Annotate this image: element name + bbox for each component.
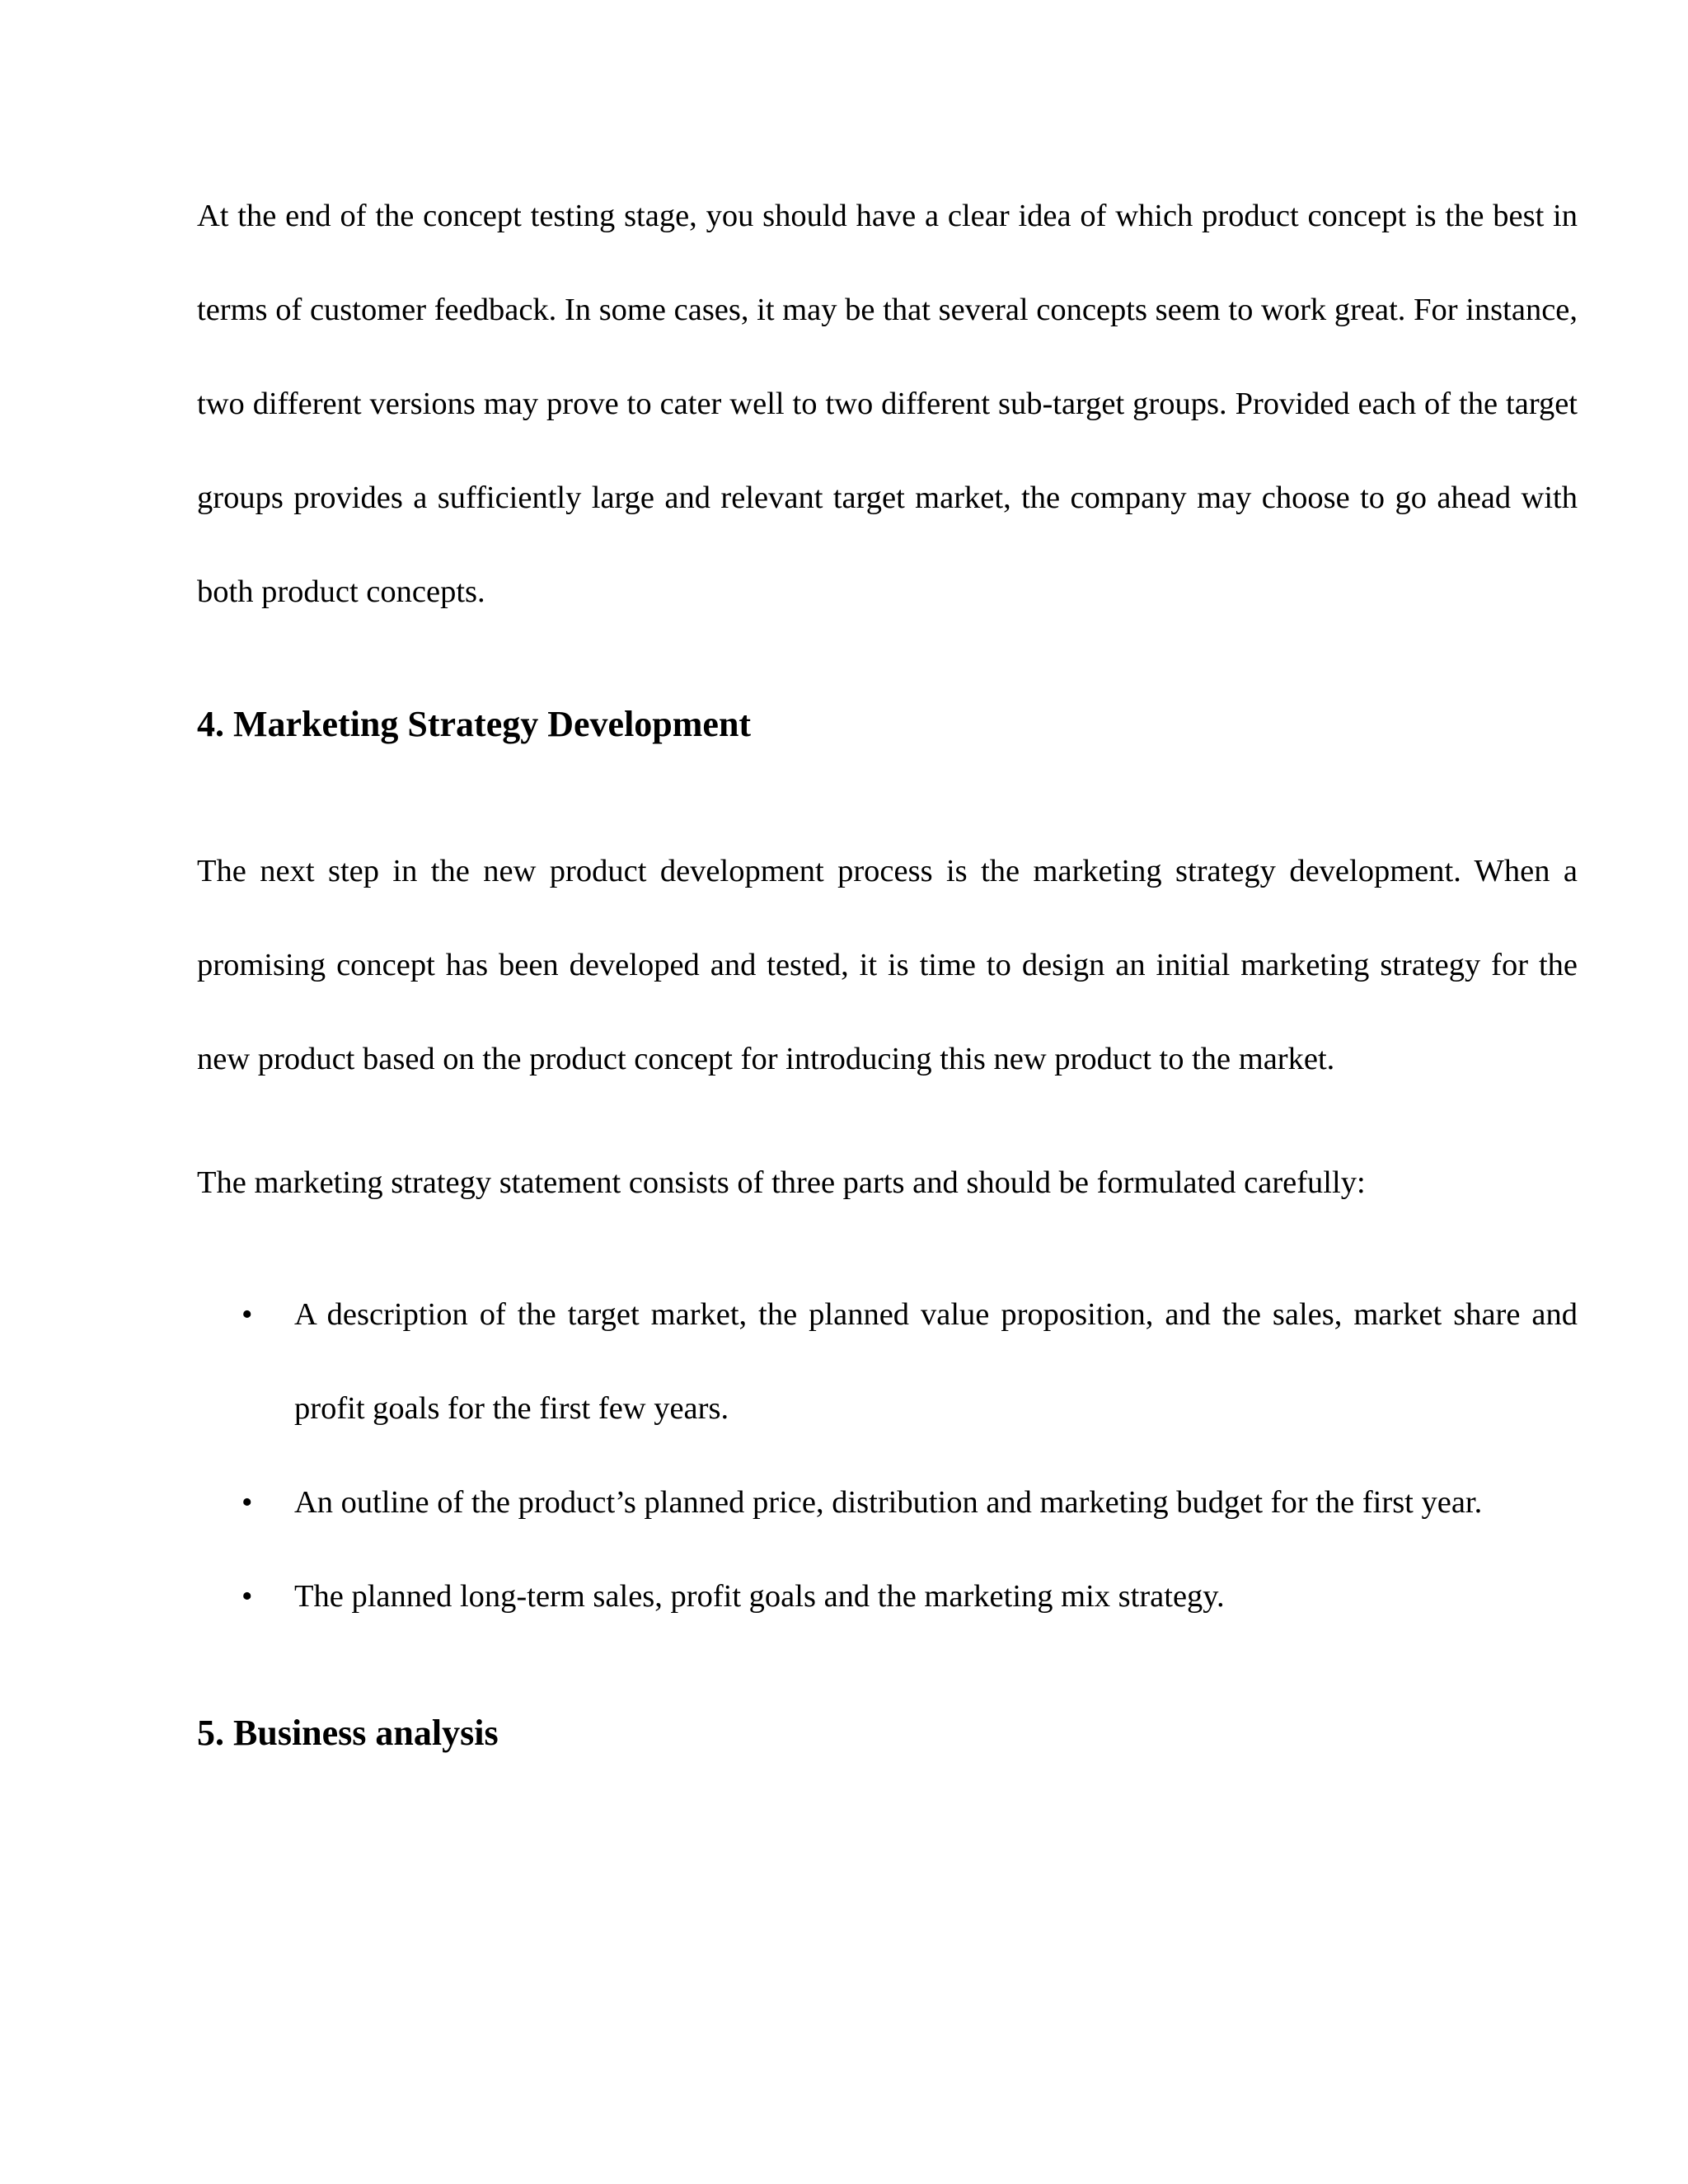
bullet-list [197,1268,1578,1643]
list-item [197,1455,1578,1549]
list-item-text: An outline of the product’s planned price, distribution and marketing budget for the first year. [294,1485,1483,1520]
section-heading-marketing-strategy: 4. Marketing Strategy Development [197,704,752,744]
list-item [197,1549,1578,1643]
bullet-icon: • [241,1297,253,1332]
list-item-text: The planned long-term sales, profit goals and the marketing mix strategy. [294,1579,1225,1614]
section-heading-business-analysis: 5. Business analysis [197,1713,499,1753]
list-item [197,1268,1578,1455]
bullet-icon: • [241,1579,253,1614]
list-item-text: A description of the target market, the planned value proposition, and the sales, market share and profit goals for the first few years. [294,1297,1578,1426]
paragraph-strategy-statement: The marketing strategy statement consists of three parts and should be formulated carefully: [197,1165,1366,1200]
paragraph-marketing-strategy-intro: The next step in the new product development process is the marketing strategy development. When a promising concept has been developed and tested, it is time to design an initial marketing strategy for the new product based on the product concept for introducing this new product to the market. [197,854,1578,1076]
paragraph-concept-testing: At the end of the concept testing stage, you should have a clear idea of which product concept is the best in terms of customer feedback. In some cases, it may be that several concepts seem to work great. For instance, two different versions may prove to cater well to two different sub-target groups. Provided each of the target groups provides a sufficiently large and relevant target market, the company may choose to go ahead with both product concepts. [197,199,1578,609]
bullet-icon: • [241,1485,253,1520]
